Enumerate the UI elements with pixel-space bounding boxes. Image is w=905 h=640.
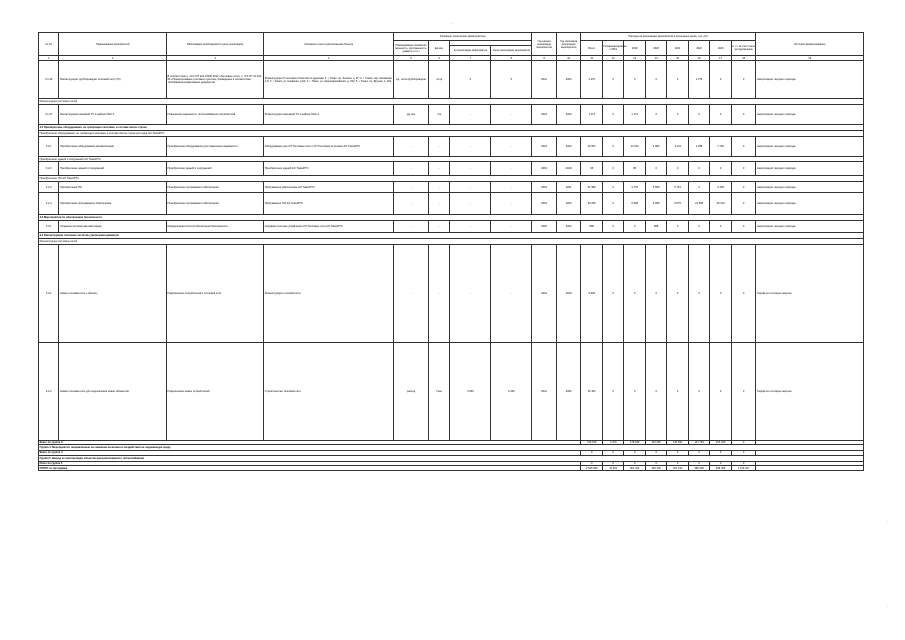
row-payment: 0 xyxy=(731,182,756,193)
table-row: 3.2.4 Приобретение программного обеспечения Приобретение программного обеспечения Программное ПО АО ТомскРТС - - - - 2019 2023 90 265 0 9 468 6 095 6 675 21 598 46 414 0 Амортизация текущего периода xyxy=(39,193,864,215)
row-year-start: 2021 xyxy=(532,61,557,99)
col-tech-name: Наименование показателя (мощность, протяженность, диаметр и т.п.) xyxy=(394,41,429,56)
row-number: 3.2.1 xyxy=(39,136,59,156)
page-mark: ' xyxy=(887,605,888,609)
row-2021: 0 xyxy=(667,220,688,232)
row-2019: 1 174 xyxy=(624,105,645,125)
row-2023: 0 xyxy=(710,105,731,125)
total-label: ИТОГО по программе xyxy=(39,466,581,471)
row-source: Амортизация текущего периода xyxy=(756,105,864,125)
row-total: 22 697 xyxy=(581,136,602,156)
row-place: Строительство тепловой сети xyxy=(264,342,394,440)
col-source: Источник финансирования xyxy=(756,33,864,56)
col-payment: в т.ч. за счет платы за подключение xyxy=(731,41,756,56)
group-heading: Группа 5. Вывод из эксплуатации объектов централизованного теплоснабжения xyxy=(39,455,864,461)
row-spent: 0 xyxy=(602,220,623,232)
total-v23: 0 xyxy=(710,461,731,466)
total-v21: 0 xyxy=(667,461,688,466)
row-place: Программное ПО АО ТомскРТС xyxy=(264,193,394,215)
column-number: 9 xyxy=(532,56,557,61)
col-2020: 2020 xyxy=(645,41,666,56)
row-payment: 0 xyxy=(731,136,756,156)
row-2023: 0 xyxy=(710,61,731,99)
row-source: Амортизация текущего периода xyxy=(756,220,864,232)
row-tech-after: - xyxy=(491,105,532,125)
col-tech-after: после реализации мероприятия xyxy=(491,46,532,56)
program-table-page xyxy=(38,32,864,471)
row-year-start: 2019 xyxy=(532,193,557,215)
column-number: 13 xyxy=(624,56,645,61)
row-2020: 868 xyxy=(645,220,666,232)
row-payment: 0 xyxy=(731,105,756,125)
row-year-start: 2019 xyxy=(532,162,557,176)
total-label: Итого по группе 5 xyxy=(39,461,581,466)
row-tech-before: - xyxy=(450,105,491,125)
column-number: 10 xyxy=(556,56,581,61)
row-source: Амортизация текущего периода xyxy=(756,162,864,176)
total-source xyxy=(756,466,864,471)
row-spent: 0 xyxy=(602,105,623,125)
row-2021: 6 675 xyxy=(667,193,688,215)
section-heading: 3.2 Приобретение оборудования, не требующего монтажа, в составе сметы строек xyxy=(39,125,864,131)
column-number: 18 xyxy=(731,56,756,61)
row-2023: 46 414 xyxy=(710,193,731,215)
table-row: 3.2.3 Приобретение ПО Приобретение программного обеспечения Программное обеспечение АО ТомскРТС - - - - 2019 2021 21 982 0 3 779 6 556 6 761 0 3 405 0 Амортизация текущего периода xyxy=(39,182,864,193)
total-v23: 151 420 xyxy=(710,440,731,445)
column-number: 15 xyxy=(667,56,688,61)
total-pay: 1 573 227 xyxy=(731,466,756,471)
row-2021: 0 xyxy=(667,162,688,176)
col-tech: Основные технические характеристики xyxy=(394,33,532,41)
row-2020: 0 xyxy=(645,162,666,176)
row-year-end: 2022 xyxy=(556,220,581,232)
total-total: 0 xyxy=(581,461,602,466)
row-reason: Подключение потребителей к тепловой сети xyxy=(166,244,263,342)
row-2019: 0 xyxy=(624,220,645,232)
row-total: 6 946 xyxy=(581,244,602,342)
row-2022: 0 xyxy=(688,220,709,232)
row-2019: 9 468 xyxy=(624,193,645,215)
total-v19: 0 xyxy=(624,451,645,456)
total-v21: 144 591 xyxy=(667,440,688,445)
row-place: Реконструкция наземной ТС в районе ПНС-4 xyxy=(264,105,394,125)
row-2019: 95 xyxy=(624,162,645,176)
row-total: 16 101 xyxy=(581,342,602,440)
col-year-end: Год окончания реализации мероприятия xyxy=(556,33,581,56)
row-spent: 0 xyxy=(602,193,623,215)
row-tech-after: 6 400 xyxy=(491,342,532,440)
total-v19: 0 xyxy=(624,461,645,466)
col-2019: 2019 xyxy=(624,41,645,56)
col-num: № п/п xyxy=(39,33,59,56)
total-v20: 113 245 xyxy=(645,440,666,445)
total-total: 729 516 xyxy=(581,440,602,445)
row-year-start: 2019 xyxy=(532,244,557,342)
row-number: 3.1.27 xyxy=(39,105,59,125)
grand-total-row xyxy=(39,466,864,471)
total-v20: 453 146 xyxy=(645,466,666,471)
row-reason: Подключение новых потребителей xyxy=(166,342,263,440)
total-pay: 0 xyxy=(731,461,756,466)
section-heading: Приобретение зданий и сооружений АО ТомскРТС xyxy=(39,156,864,162)
row-2020: 6 095 xyxy=(645,193,666,215)
row-number: 3.1.26 xyxy=(39,61,59,99)
row-year-end: 2023 xyxy=(556,193,581,215)
row-total: 95 xyxy=(581,162,602,176)
row-spent: 0 xyxy=(602,136,623,156)
total-pay: 0 xyxy=(731,451,756,456)
row-total: 1 276 xyxy=(581,61,602,99)
row-number: 3.2.4 xyxy=(39,193,59,215)
column-number: 17 xyxy=(710,56,731,61)
total-v19: 501 326 xyxy=(624,466,645,471)
row-number: 3.3.1 xyxy=(39,220,59,232)
page-mark: ' xyxy=(887,520,888,524)
section-heading: Реконструкция тепловых сетей xyxy=(39,99,864,105)
column-number: 3 xyxy=(166,56,263,61)
total-label: Всего по группе 3 xyxy=(39,440,581,445)
row-2021: 0 xyxy=(667,61,688,99)
group-heading: Группа 4. Мероприятия, направленные на снижение негативного воздействия на окружающую среду xyxy=(39,445,864,451)
column-number: 6 xyxy=(428,56,449,61)
row-2021: 4 144 xyxy=(667,136,688,156)
row-year-end: 2019 xyxy=(556,244,581,342)
row-place: Программное обеспечение АО ТомскРТС xyxy=(264,182,394,193)
column-number: 7 xyxy=(450,56,491,61)
row-2020: 4 566 xyxy=(645,136,666,156)
row-2023: 3 405 xyxy=(710,182,731,193)
section-heading: Приобретение ПО АО ТомскРТС xyxy=(39,176,864,182)
row-2022: 0 xyxy=(688,162,709,176)
column-number: 14 xyxy=(645,56,666,61)
total-v22: 589 495 xyxy=(688,466,709,471)
row-total: 868 xyxy=(581,220,602,232)
section-heading: 3.3 Мероприятия по обеспечению безопасности xyxy=(39,215,864,221)
col-tech-before: до реализации мероприятия xyxy=(450,46,491,56)
col-place: Описание и место расположения объекта xyxy=(264,33,394,56)
column-number: 1 xyxy=(39,56,59,61)
column-number: 19 xyxy=(756,56,864,61)
row-year-start: 2019 xyxy=(532,182,557,193)
col-spent: Профинансировано к 2019 xyxy=(602,41,623,56)
table-row xyxy=(39,105,864,125)
row-tech-name: ед. теплотрубопроводов xyxy=(394,61,429,99)
table-row: 3.2.1 Приобретение оборудования автоматизации Приобретение оборудования для повышения надежности Оборудование для СП Тепловые сети и СП Тепловые источники АО ТомскРТС - - - - 2019 2023 22 697 0 14 162 4 566 4 144 2 388 7 164 0 Амортизация текущего периода xyxy=(39,136,864,156)
row-tech-unit: п.м xyxy=(428,105,449,125)
row-2022: 0 xyxy=(688,182,709,193)
row-spent: 0 xyxy=(602,162,623,176)
row-source: Тариф на тепловую энергию xyxy=(756,244,864,342)
row-2022: 21 598 xyxy=(688,193,709,215)
row-reason: Повышение надежности теплоснабжения потребителей xyxy=(166,105,263,125)
row-year-start: 2021 xyxy=(532,342,557,440)
total-label: Всего по группе 4 xyxy=(39,451,581,456)
row-spent: 0 xyxy=(602,61,623,99)
row-tech-after: 5 xyxy=(491,61,532,99)
row-name: Новая тепловая сеть для подключения новых абонентов xyxy=(59,342,166,440)
row-reason: Приобретение зданий и сооружений xyxy=(166,162,263,176)
row-2022: 2 388 xyxy=(688,136,709,156)
row-place: Оборудование для СП Тепловые сети и СП Тепловые источники АО ТомскРТС xyxy=(264,136,394,156)
column-number: 4 xyxy=(264,56,394,61)
section-heading: 3.4 Реконструкция тепловых сетей без увеличения диаметра xyxy=(39,232,864,238)
col-reason: Обоснование необходимости (цель реализации) xyxy=(166,33,263,56)
row-2021: 6 761 xyxy=(667,182,688,193)
row-tech-name: расход xyxy=(394,342,429,440)
table-row: 3.2.2 Приобретение зданий и сооружений Приобретение зданий и сооружений Приобретение зданий АО ТомскРТС - - - - 2019 2019 95 0 95 0 0 0 0 0 Амортизация текущего периода xyxy=(39,162,864,176)
row-reason: Приобретение оборудования для повышения надежности xyxy=(166,136,263,156)
col-2021: 2021 xyxy=(667,41,688,56)
row-place: Создание системы управления СП Тепловые сети АО ТомскРТС xyxy=(264,220,394,232)
column-number: 8 xyxy=(491,56,532,61)
row-total: 90 265 xyxy=(581,193,602,215)
table-row xyxy=(39,61,864,99)
row-year-start: 2019 xyxy=(532,136,557,156)
row-source: Амортизация текущего периода xyxy=(756,182,864,193)
total-spent: 11 353 xyxy=(602,466,623,471)
row-2022: 0 xyxy=(688,105,709,125)
row-reason: Приобретение программного обеспечения xyxy=(166,182,263,193)
row-tech-before: 5 xyxy=(450,61,491,99)
section-heading: Приобретение оборудования, не требующего монтажа, в составе сметы строек для нужд АО ТомскРТС xyxy=(39,130,864,136)
row-name: Приобретение ПО xyxy=(59,182,166,193)
investment-program-table xyxy=(38,32,864,471)
row-name: Приобретение оборудования автоматизации xyxy=(59,136,166,156)
row-year-end: 2019 xyxy=(556,162,581,176)
row-2019: 14 162 xyxy=(624,136,645,156)
row-2019: 3 779 xyxy=(624,182,645,193)
row-name: Реконструкция наземной ТС в районе ПНС 4 xyxy=(59,105,166,125)
row-reason: Модернизация систем обеспечения безопасности xyxy=(166,220,263,232)
row-number: 3.4.2 xyxy=(39,342,59,440)
row-payment: 0 xyxy=(731,220,756,232)
row-year-end: 2021 xyxy=(556,182,581,193)
column-number: 12 xyxy=(602,56,623,61)
row-2020: 6 556 xyxy=(645,182,666,193)
total-v21: 451 191 xyxy=(667,466,688,471)
column-number: 16 xyxy=(688,56,709,61)
row-tech-unit: Гкал xyxy=(428,342,449,440)
row-2023: 0 xyxy=(710,162,731,176)
row-2023: 0 xyxy=(710,220,731,232)
row-payment: 0 xyxy=(731,193,756,215)
total-v20: 0 xyxy=(645,461,666,466)
col-2022: 2022 xyxy=(688,41,709,56)
row-year-end: 2022 xyxy=(556,342,581,440)
row-year-end: 2023 xyxy=(556,136,581,156)
column-number: 11 xyxy=(581,56,602,61)
col-tech-unit: Ед.изм. xyxy=(428,41,449,56)
row-payment: 0 xyxy=(731,61,756,99)
row-reason: Приобретение программного обеспечения xyxy=(166,193,263,215)
table-row: 3.4.1 Новая тепловая сеть к объекту Подключение потребителей к тепловой сети Реконструкция тепловой сети - - - - 2019 2019 6 946 0 0 0 0 0 0 0 Тариф на тепловую энергию xyxy=(39,244,864,342)
row-name: Создание системы автоматизации xyxy=(59,220,166,232)
total-spent: 4 470 xyxy=(602,440,623,445)
row-year-start: 2019 xyxy=(532,105,557,125)
row-source: Амортизация текущего периода xyxy=(756,61,864,99)
page-mark: ' xyxy=(452,22,453,26)
total-v20: 0 xyxy=(645,451,666,456)
column-number: 5 xyxy=(394,56,429,61)
col-costs: Расходы на реализацию мероприятий в прогнозных ценах, тыс. руб. xyxy=(581,33,756,41)
row-total: 21 982 xyxy=(581,182,602,193)
row-source: Амортизация текущего периода xyxy=(756,193,864,215)
total-v22: 141 793 xyxy=(688,440,709,445)
table-row: 3.4.2 Новая тепловая сеть для подключения новых абонентов Подключение новых потребителей Строительство тепловой сети расход Гкал 3 900 6 400 2021 2022 16 101 0 0 0 0 0 0 0 Тариф на тепловую энергию xyxy=(39,342,864,440)
row-number: 3.2.2 xyxy=(39,162,59,176)
total-spent: 0 xyxy=(602,451,623,456)
row-source: Тариф на тепловую энергию xyxy=(756,342,864,440)
total-v21: 0 xyxy=(667,451,688,456)
row-tech-unit: штук xyxy=(428,61,449,99)
total-pay: 0 xyxy=(731,440,756,445)
col-total: Всего xyxy=(581,41,602,56)
table-row: 3.3.1 Создание системы автоматизации Модернизация систем обеспечения безопасности Создание системы управления СП Тепловые сети АО ТомскРТС - - - - 2020 2022 868 0 0 868 0 0 0 0 Амортизация текущего периода xyxy=(39,220,864,232)
row-number: 3.2.3 xyxy=(39,182,59,193)
row-place: Реконструкция тепловой сети xyxy=(264,244,394,342)
row-total: 1 174 xyxy=(581,105,602,125)
col-name: Наименование мероприятий xyxy=(59,33,166,56)
row-name: Реконструкция трубопроводов тепловой сети (ТС) xyxy=(59,61,166,99)
row-2020: 0 xyxy=(645,61,666,99)
row-place: Приобретение зданий АО ТомскРТС xyxy=(264,162,394,176)
row-2021: 0 xyxy=(667,105,688,125)
total-v23: 0 xyxy=(710,451,731,456)
row-reason: В соответствии п. 13.2 СП 124.13330.2012 «Тепловые сети», п. 5.5 СП 41-101-95 «Проектирование тепловых пунктов», приведение в соответствие требованиям нормативных документов xyxy=(166,61,263,99)
section-heading: Реконструкция тепловых сетей xyxy=(39,238,864,244)
row-source: Амортизация текущего периода xyxy=(756,136,864,156)
row-tech-name: Ду, мм xyxy=(394,105,429,125)
row-spent: 0 xyxy=(602,182,623,193)
col-2023: 2023 xyxy=(710,41,731,56)
total-total: 0 xyxy=(581,451,602,456)
total-spent: 0 xyxy=(602,461,623,466)
total-v22: 0 xyxy=(688,461,709,466)
row-name: Новая тепловая сеть к объекту xyxy=(59,244,166,342)
row-year-end: 2023 xyxy=(556,61,581,99)
row-2019: 0 xyxy=(624,61,645,99)
row-name: Приобретение программного обеспечения xyxy=(59,193,166,215)
total-v19: 178 039 xyxy=(624,440,645,445)
total-v23: 498 305 xyxy=(710,466,731,471)
row-year-end: 2020 xyxy=(556,105,581,125)
row-name: Приобретение зданий и сооружений xyxy=(59,162,166,176)
row-2023: 7 164 xyxy=(710,136,731,156)
row-number: 3.4.1 xyxy=(39,244,59,342)
row-payment: 0 xyxy=(731,162,756,176)
row-place: Реконструкция 5 тепловых объектов по адресам: 1. г. Томск, пр. Ленина, д. 97; 2. г. Томск, пер. Нахимова, д.5; 3. г. Томск, ул. Киевская, д.94; 4. г. Томск, ул. Красноармейская, д. 152; 5. г. Томск, пр. Фрунзе, д. 103 xyxy=(264,61,394,99)
column-number: 2 xyxy=(59,56,166,61)
total-total: 2 525 980 xyxy=(581,466,602,471)
col-year: Год начала реализации мероприятия xyxy=(532,33,557,56)
row-year-start: 2020 xyxy=(532,220,557,232)
row-2020: 0 xyxy=(645,105,666,125)
row-2022: 1 276 xyxy=(688,61,709,99)
total-v22: 0 xyxy=(688,451,709,456)
row-tech-before: 3 900 xyxy=(450,342,491,440)
